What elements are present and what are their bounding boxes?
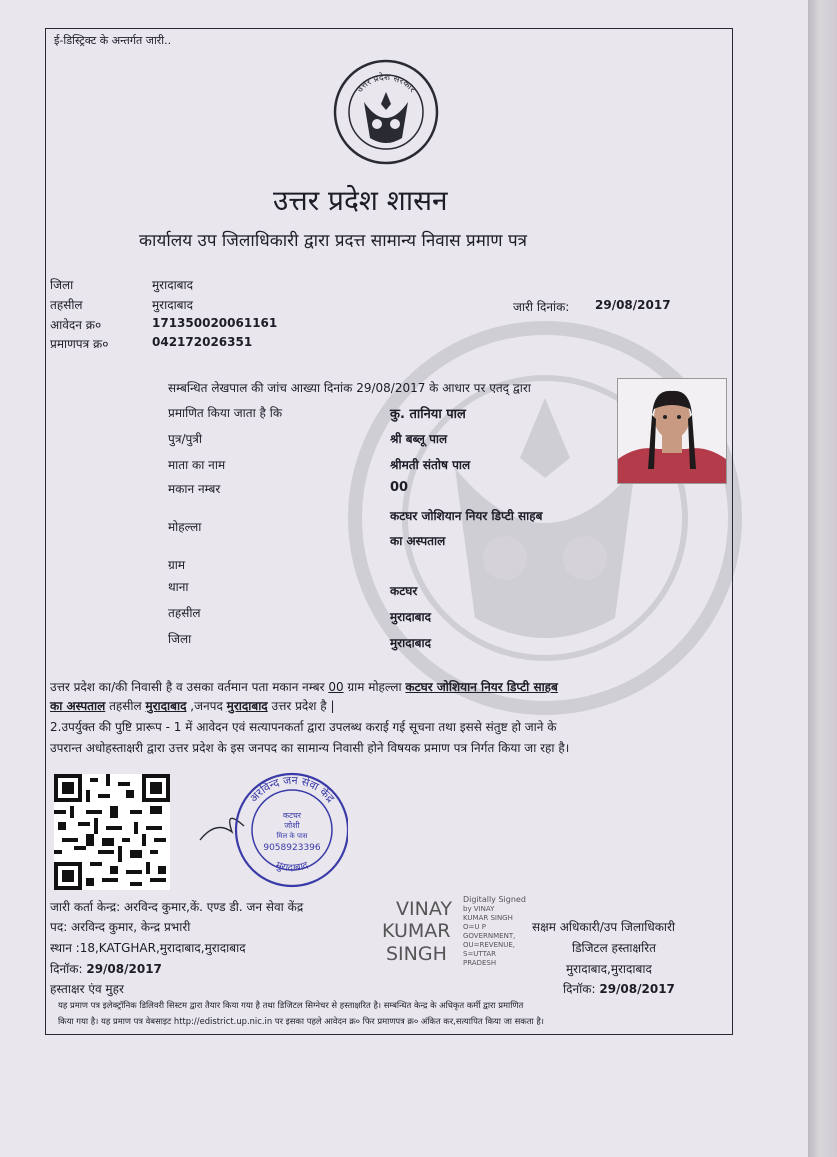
page-edge (808, 0, 837, 1157)
relation-label: पुत्र/पुत्री (168, 432, 203, 446)
issuer-center: जारी कर्ता केन्द्र: अरविन्द कुमार,कें. एण्ड डी. जन सेवा केंद्र (50, 900, 304, 914)
para1-mohalla: कटघर जोशियान नियर डिप्टी साहब (405, 680, 558, 694)
application-number-label: आवेदन क्र० (50, 318, 102, 332)
issuer-post: पद: अरविन्द कुमार, केन्द्र प्रभारी (50, 920, 191, 934)
para2-tehsil: मुरादाबाद (145, 699, 187, 713)
emblem-text: उत्तर प्रदेश सरकार (355, 72, 418, 95)
application-number-value: 171350020061161 (152, 316, 278, 330)
issuer-date-label: दिनॉक: (50, 962, 83, 976)
police-station-label: थाना (168, 580, 189, 594)
up-state-emblem-icon (332, 58, 440, 166)
authority-title: सक्षम अधिकारी/उप जिलाधिकारी (532, 920, 676, 934)
mother-name: श्रीमती संतोष पाल (390, 458, 471, 472)
para2-mohalla: का अस्पताल (50, 699, 106, 713)
digisign-detail-7: S=UTTAR (463, 950, 496, 958)
meta-district-value: मुरादाबाद (152, 278, 194, 292)
confirmation-paragraph-line2: उपरान्त अधोहस्ताक्षरी द्वारा उत्तर प्रदेश के इस जनपद का सामान्य निवासी होने विषयक प्रमाण पत्र निर्गत किया जा रहा है। (50, 741, 570, 755)
issue-date-label: जारी दिनांक: (513, 300, 570, 314)
detail-district-label: जिला (168, 632, 192, 646)
police-station-value: कटघर (390, 584, 418, 598)
authority-location: मुरादाबाद,मुरादाबाद (566, 962, 652, 976)
meta-tehsil-label: तहसील (50, 298, 83, 312)
mohalla-value-line1: कटघर जोशियान नियर डिप्टी साहब (390, 509, 543, 523)
government-title: उत्तर प्रदेश शासन (273, 184, 448, 217)
digisign-name-3: SINGH (386, 943, 447, 965)
digisign-detail-1: Digitally Signed (463, 895, 526, 904)
para1-text-b: ग्राम मोहल्ला (343, 680, 406, 694)
digisign-detail-6: OU=REVENUE, (463, 941, 516, 949)
residence-paragraph-line1 (50, 678, 558, 695)
authority-digital-signed: डिजिटल हस्ताक्षरित (572, 941, 656, 955)
digital-signature-block (382, 893, 532, 978)
meta-tehsil-value: मुरादाबाद (152, 298, 194, 312)
residence-paragraph-line2 (50, 697, 335, 714)
certificate-number-label: प्रमाणपत्र क्र० (50, 337, 109, 351)
edistrict-note: ई-डिस्ट्रिक्ट के अन्तर्गत जारी.. (54, 34, 172, 47)
footer-note-line1: यह प्रमाण पत्र इलेक्ट्रॉनिक डिलिवरी सिस्टम द्वारा तैयार किया गया है तथा डिजिटल सिग्नेचर से हस्ताक्षरित है। सम्बन्धित केन्द्र के अधिकृत कर्मी द्वारा प्रमाणित (58, 1000, 524, 1010)
stamp-bottom-text: मुरादाबाद (274, 860, 310, 874)
holder-name: कु. तानिया पाल (390, 407, 466, 422)
issuer-date (50, 960, 162, 977)
certified-label: प्रमाणित किया जाता है कि (168, 406, 283, 420)
stamp-phone: 9058923396 (263, 843, 321, 853)
authority-date-label: दिनॉक: (563, 982, 596, 996)
issue-date-value: 29/08/2017 (595, 298, 671, 312)
intro-line: सम्बन्धित लेखपाल की जांच आख्या दिनांक 29/08/2017 के आधार पर एतद् द्वारा (168, 381, 531, 395)
stamp-inner-line1: कटघर (282, 811, 302, 820)
stamp-inner-line3: मिल के पास (276, 832, 308, 840)
qr-code (54, 774, 170, 890)
mohalla-label: मोहल्ला (168, 520, 202, 534)
para1-text-a: उत्तर प्रदेश का/की निवासी है व उसका वर्तमान पता मकान नम्बर (50, 680, 329, 694)
footer-note-line2: किया गया है। यह प्रमाण पत्र वेबसाइट http://edistrict.up.nic.in पर इसका पहले आवेदन क्र० फिर प्रमाणपत्र क्र० अंकित कर,सत्यापित किया जा सकता है। (58, 1016, 544, 1026)
digisign-name-1: VINAY (396, 898, 452, 920)
digisign-detail-8: PRADESH (463, 959, 497, 967)
mother-label: माता का नाम (168, 458, 226, 472)
stamp-ring-text: अरविन्द जन सेवा केंद्र (247, 773, 338, 805)
para2-text-a: तहसील (105, 699, 146, 713)
digisign-detail-4: O=U P (463, 923, 486, 931)
detail-district-value: मुरादाबाद (390, 636, 432, 650)
para2-district: मुरादाबाद (226, 699, 268, 713)
digisign-name-2: KUMAR (382, 920, 451, 942)
digisign-detail-5: GOVERNMENT, (463, 932, 516, 940)
authority-date-value: 29/08/2017 (599, 982, 675, 996)
digisign-detail-3: KUMAR SINGH (463, 914, 513, 922)
para1-house: 00 (328, 680, 344, 694)
certificate-number-value: 042172026351 (152, 335, 253, 349)
signature-seal-label: हस्ताक्षर एंव मुहर (50, 982, 124, 996)
applicant-photo (617, 378, 727, 484)
meta-district-label: जिला (50, 278, 74, 292)
house-number: 00 (390, 480, 409, 495)
para2-text-b: ,जनपद (186, 699, 227, 713)
mohalla-value-line2: का अस्पताल (390, 534, 446, 548)
detail-tehsil-label: तहसील (168, 606, 201, 620)
detail-tehsil-value: मुरादाबाद (390, 610, 432, 624)
para2-text-c: उत्तर प्रदेश है | (267, 699, 335, 713)
person-silhouette-icon (618, 379, 726, 483)
issuer-date-value: 29/08/2017 (86, 962, 162, 976)
father-name: श्री बब्लू पाल (390, 432, 448, 446)
stamp-inner-line2: जोशी (284, 821, 300, 830)
village-label: ग्राम (168, 558, 186, 572)
certificate-title: कार्यालय उप जिलाधिकारी द्वारा प्रदत्त सामान्य निवास प्रमाण पत्र (139, 231, 528, 251)
confirmation-paragraph-line1: 2.उपर्युक्त की पुष्टि प्रारूप - 1 में आवेदन एवं सत्यापनकर्ता द्वारा उपलब्ध कराई गई सूचना तथा इससे संतुष्ट हो जाने के (50, 720, 557, 734)
house-label: मकान नम्बर (168, 482, 221, 496)
svg-text:मुरादाबाद (274, 860, 310, 874)
authority-date (563, 980, 675, 997)
issuer-place: स्थान :18,KATGHAR,मुरादाबाद,मुरादाबाद (50, 941, 246, 955)
digisign-detail-2: by VINAY (463, 905, 495, 913)
jan-seva-kendra-stamp (196, 768, 348, 890)
